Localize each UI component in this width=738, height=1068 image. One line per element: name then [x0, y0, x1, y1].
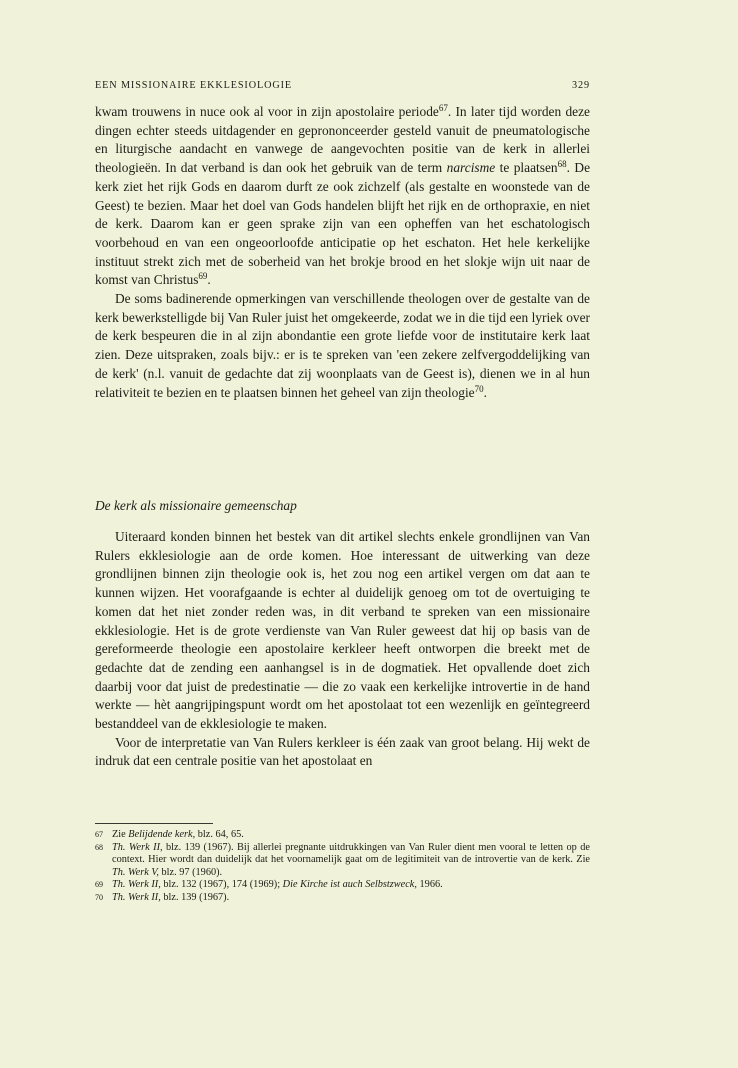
footnotes [95, 829, 590, 905]
fn-text: blz. 132 (1967), 174 (1969); [160, 879, 283, 891]
fn-text: 1966. [416, 879, 443, 891]
p1-text-b: . In later tijd worden deze dingen echter steeds uitdagender en geprononceerder gesteld vanuit de pneumatologische en liturgische aandacht en vanwege de aangevochten positie van de kerk in allerlei theologieën. In dat verband is dan ook het gebruik van de term [95, 104, 590, 176]
paragraph-4: Voor de interpretatie van Van Rulers kerkleer is één zaak van groot belang. Hij wekt de indruk dat een centrale positie van het apostolaat en [95, 734, 590, 769]
p2-text-b: . [483, 384, 487, 400]
footnote-ref-68: 68 [557, 159, 567, 170]
fn-italic: Th. Werk II, [112, 891, 161, 903]
p1-text-e: . [207, 272, 211, 288]
body-text-bottom [95, 528, 590, 771]
p1-text-d: . De kerk ziet het rijk Gods en daarom durft ze ook zichzelf (als gestalte en woonstede van de Geest) te bezien. Maar het doel van Gods handelen blijft het rijk en de orthopraxie, en niet de kerk. Daarom kan er geen sprake zijn van een opheffen van het eschatologisch voorbehoud en van een ongeoorloofde anticipatie op het eschaton. Het hele kerkelijke instituut strekt zich met de soberheid van het brokje brood en het slokje wijn uit naar de komst van Christus [95, 160, 591, 288]
p1-text-c: te plaatsen [495, 160, 558, 176]
footnote-ref-70: 70 [474, 383, 484, 394]
p2-text-a: De soms badinerende opmerkingen van verschillende theologen over de gestalte van de kerk bewerkstelligde bij Van Ruler juist het omgekeerde, zodat we in die tijd een lyriek over de kerk bespeuren die in al zijn abondantie een grote liefde voor de institutaire kerk laat zien. Deze uitspraken, zoals bijv.: er is te spreken van 'een zekere zelfvergoddelijking van de kerk' (n.l. vanuit de gedachte dat zij woonplaats van de Geest is), dienen we in al hun relativiteit te bezien en te plaatsen binnen het geheel van zijn theologie [95, 291, 590, 400]
footnote-text [112, 829, 590, 842]
running-title: EEN MISSIONAIRE EKKLESIOLOGIE [95, 80, 293, 91]
footnote-number: 69 [95, 880, 103, 890]
paragraph-1 [95, 103, 590, 290]
fn-italic: Die Kirche ist auch Selbstzweck, [282, 879, 417, 891]
footnote-text [112, 879, 590, 892]
section-heading: De kerk als missionaire gemeenschap [95, 498, 297, 513]
footnote-number: 68 [95, 842, 103, 852]
footnote-number: 70 [95, 892, 103, 902]
footnote-70 [95, 892, 590, 905]
fn-text: blz. 64, 65. [195, 829, 244, 840]
fn-text: blz. 97 (1960). [158, 866, 223, 878]
p1-italic-term: narcisme [446, 160, 496, 176]
footnote-ref-67: 67 [438, 103, 448, 113]
section-heading-wrap [95, 497, 590, 516]
body-text-top [95, 103, 590, 402]
running-header [95, 80, 590, 91]
footnote-text [112, 842, 590, 880]
fn-text: Zie [112, 829, 129, 840]
footnote-text [112, 892, 590, 905]
fn-text: blz. 139 (1967). [160, 891, 230, 903]
footnote-number: 67 [95, 830, 103, 839]
paragraph-2 [95, 290, 590, 402]
fn-italic: Th. Werk II, [112, 879, 161, 891]
fn-italic: Th. Werk V, [112, 866, 159, 878]
paragraph-3: Uiteraard konden binnen het bestek van dit artikel slechts enkele grondlijnen van Van Rulers ekklesiologie aan de orde komen. Hoe interessant de uitwerking van deze grondlijnen binnen zijn theologie ook is, het zou nog een artikel vergen om dat aan te kunnen wijzen. Het voorafgaande is echter al duidelijk genoeg om tot de overtuiging te komen dat het niet zonder reden was, in dit verband te spreken van een missionaire ekklesiologie. Het is de grote verdienste van Van Ruler geweest dat hij op basis van de gereformeerde theologie een apostolaire kerkleer heeft ontworpen die breekt met de gedachte dat de zending een aanhangsel is in de dogmatiek. Het opvallende doet zich daarbij voor dat juist de predestinatie — die zo vaak een kerkelijke introvertie in de hand werkte — hèt aangrijpingspunt wordt om het apostolaat tot een wezenlijk en geïntegreerd bestanddeel van de ekklesiologie te maken. [95, 529, 590, 732]
footnote-67 [95, 829, 590, 842]
footnote-ref-69: 69 [198, 271, 208, 282]
page-number: 329 [572, 80, 590, 91]
footnote-68 [95, 842, 590, 880]
footnote-69 [95, 879, 590, 892]
footnote-divider [95, 823, 213, 824]
fn-text: blz. 139 (1967). Bij allerlei pregnante uitdrukkingen van Van Ruler dient men vooral te letten op de context. Hier wordt dan duidelijk dat het voornamelijk gaat om de legitimiteit van de introvertie van de kerk. Zie [112, 841, 590, 866]
fn-italic: Belijdende kerk, [128, 829, 196, 840]
p1-text-a: kwam trouwens in nuce ook al voor in zijn apostolaire periode [95, 104, 439, 119]
fn-italic: Th. Werk II, [112, 841, 163, 853]
